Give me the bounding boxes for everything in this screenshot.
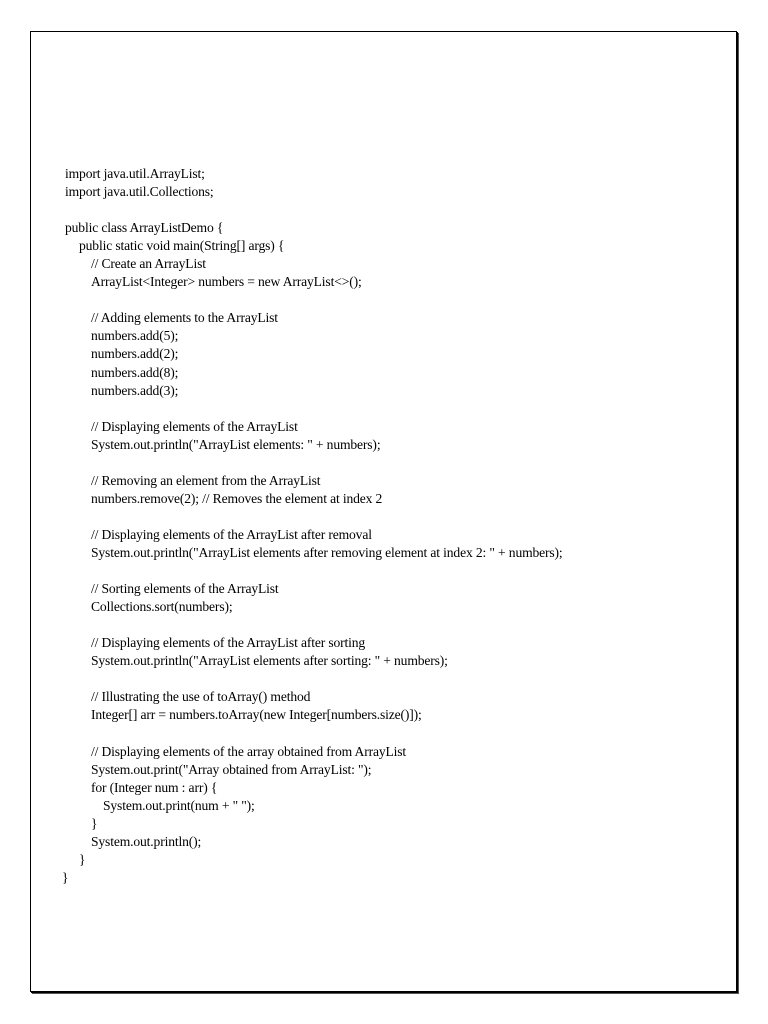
- blank-line: [65, 400, 563, 418]
- code-line: numbers.add(8);: [91, 364, 179, 380]
- code-line: // Adding elements to the ArrayList: [91, 310, 278, 326]
- code-line: System.out.println("ArrayList elements after removing element at index 2: " + numbers);: [91, 544, 563, 560]
- blank-line: [65, 291, 563, 309]
- code-line: System.out.print("Array obtained from ArrayList: ");: [91, 761, 372, 777]
- code-line: System.out.println("ArrayList elements: " + numbers);: [91, 436, 381, 452]
- code-line: public static void main(String[] args) {: [79, 238, 285, 254]
- code-line: }: [91, 815, 98, 831]
- code-line: // Displaying elements of the array obtained from ArrayList: [91, 743, 407, 759]
- code-line: ArrayList<Integer> numbers = new ArrayList<>();: [91, 274, 362, 290]
- blank-line: [65, 616, 563, 634]
- blank-line: [65, 670, 563, 688]
- code-line: }: [79, 851, 86, 867]
- blank-line: [65, 201, 563, 219]
- blank-line: [65, 454, 563, 472]
- code-line: System.out.print(num + " ");: [103, 797, 255, 813]
- code-line: for (Integer num : arr) {: [91, 779, 218, 795]
- code-line: // Sorting elements of the ArrayList: [91, 581, 279, 597]
- document-page: [30, 31, 737, 992]
- code-line: numbers.remove(2); // Removes the element at index 2: [91, 490, 383, 506]
- code-line: import java.util.Collections;: [65, 184, 214, 200]
- code-line: // Removing an element from the ArrayList: [91, 472, 321, 488]
- code-line: numbers.add(5);: [91, 328, 179, 344]
- code-line: numbers.add(3);: [91, 382, 179, 398]
- blank-line: [65, 562, 563, 580]
- code-line: numbers.add(2);: [91, 346, 179, 362]
- blank-line: [65, 724, 563, 742]
- code-line: // Create an ArrayList: [91, 256, 206, 272]
- code-block: [62, 165, 563, 887]
- code-line: // Illustrating the use of toArray() method: [91, 689, 311, 705]
- code-line: System.out.println();: [91, 833, 202, 849]
- code-line: }: [62, 869, 69, 885]
- code-line: Collections.sort(numbers);: [91, 599, 233, 615]
- code-line: import java.util.ArrayList;: [65, 166, 205, 181]
- code-line: // Displaying elements of the ArrayList after sorting: [91, 635, 366, 651]
- code-line: // Displaying elements of the ArrayList after removal: [91, 526, 372, 542]
- code-line: Integer[] arr = numbers.toArray(new Integer[numbers.size()]);: [91, 707, 422, 723]
- code-line: public class ArrayListDemo {: [65, 220, 224, 236]
- code-line: // Displaying elements of the ArrayList: [91, 418, 298, 434]
- code-line: System.out.println("ArrayList elements after sorting: " + numbers);: [91, 653, 448, 669]
- blank-line: [65, 508, 563, 526]
